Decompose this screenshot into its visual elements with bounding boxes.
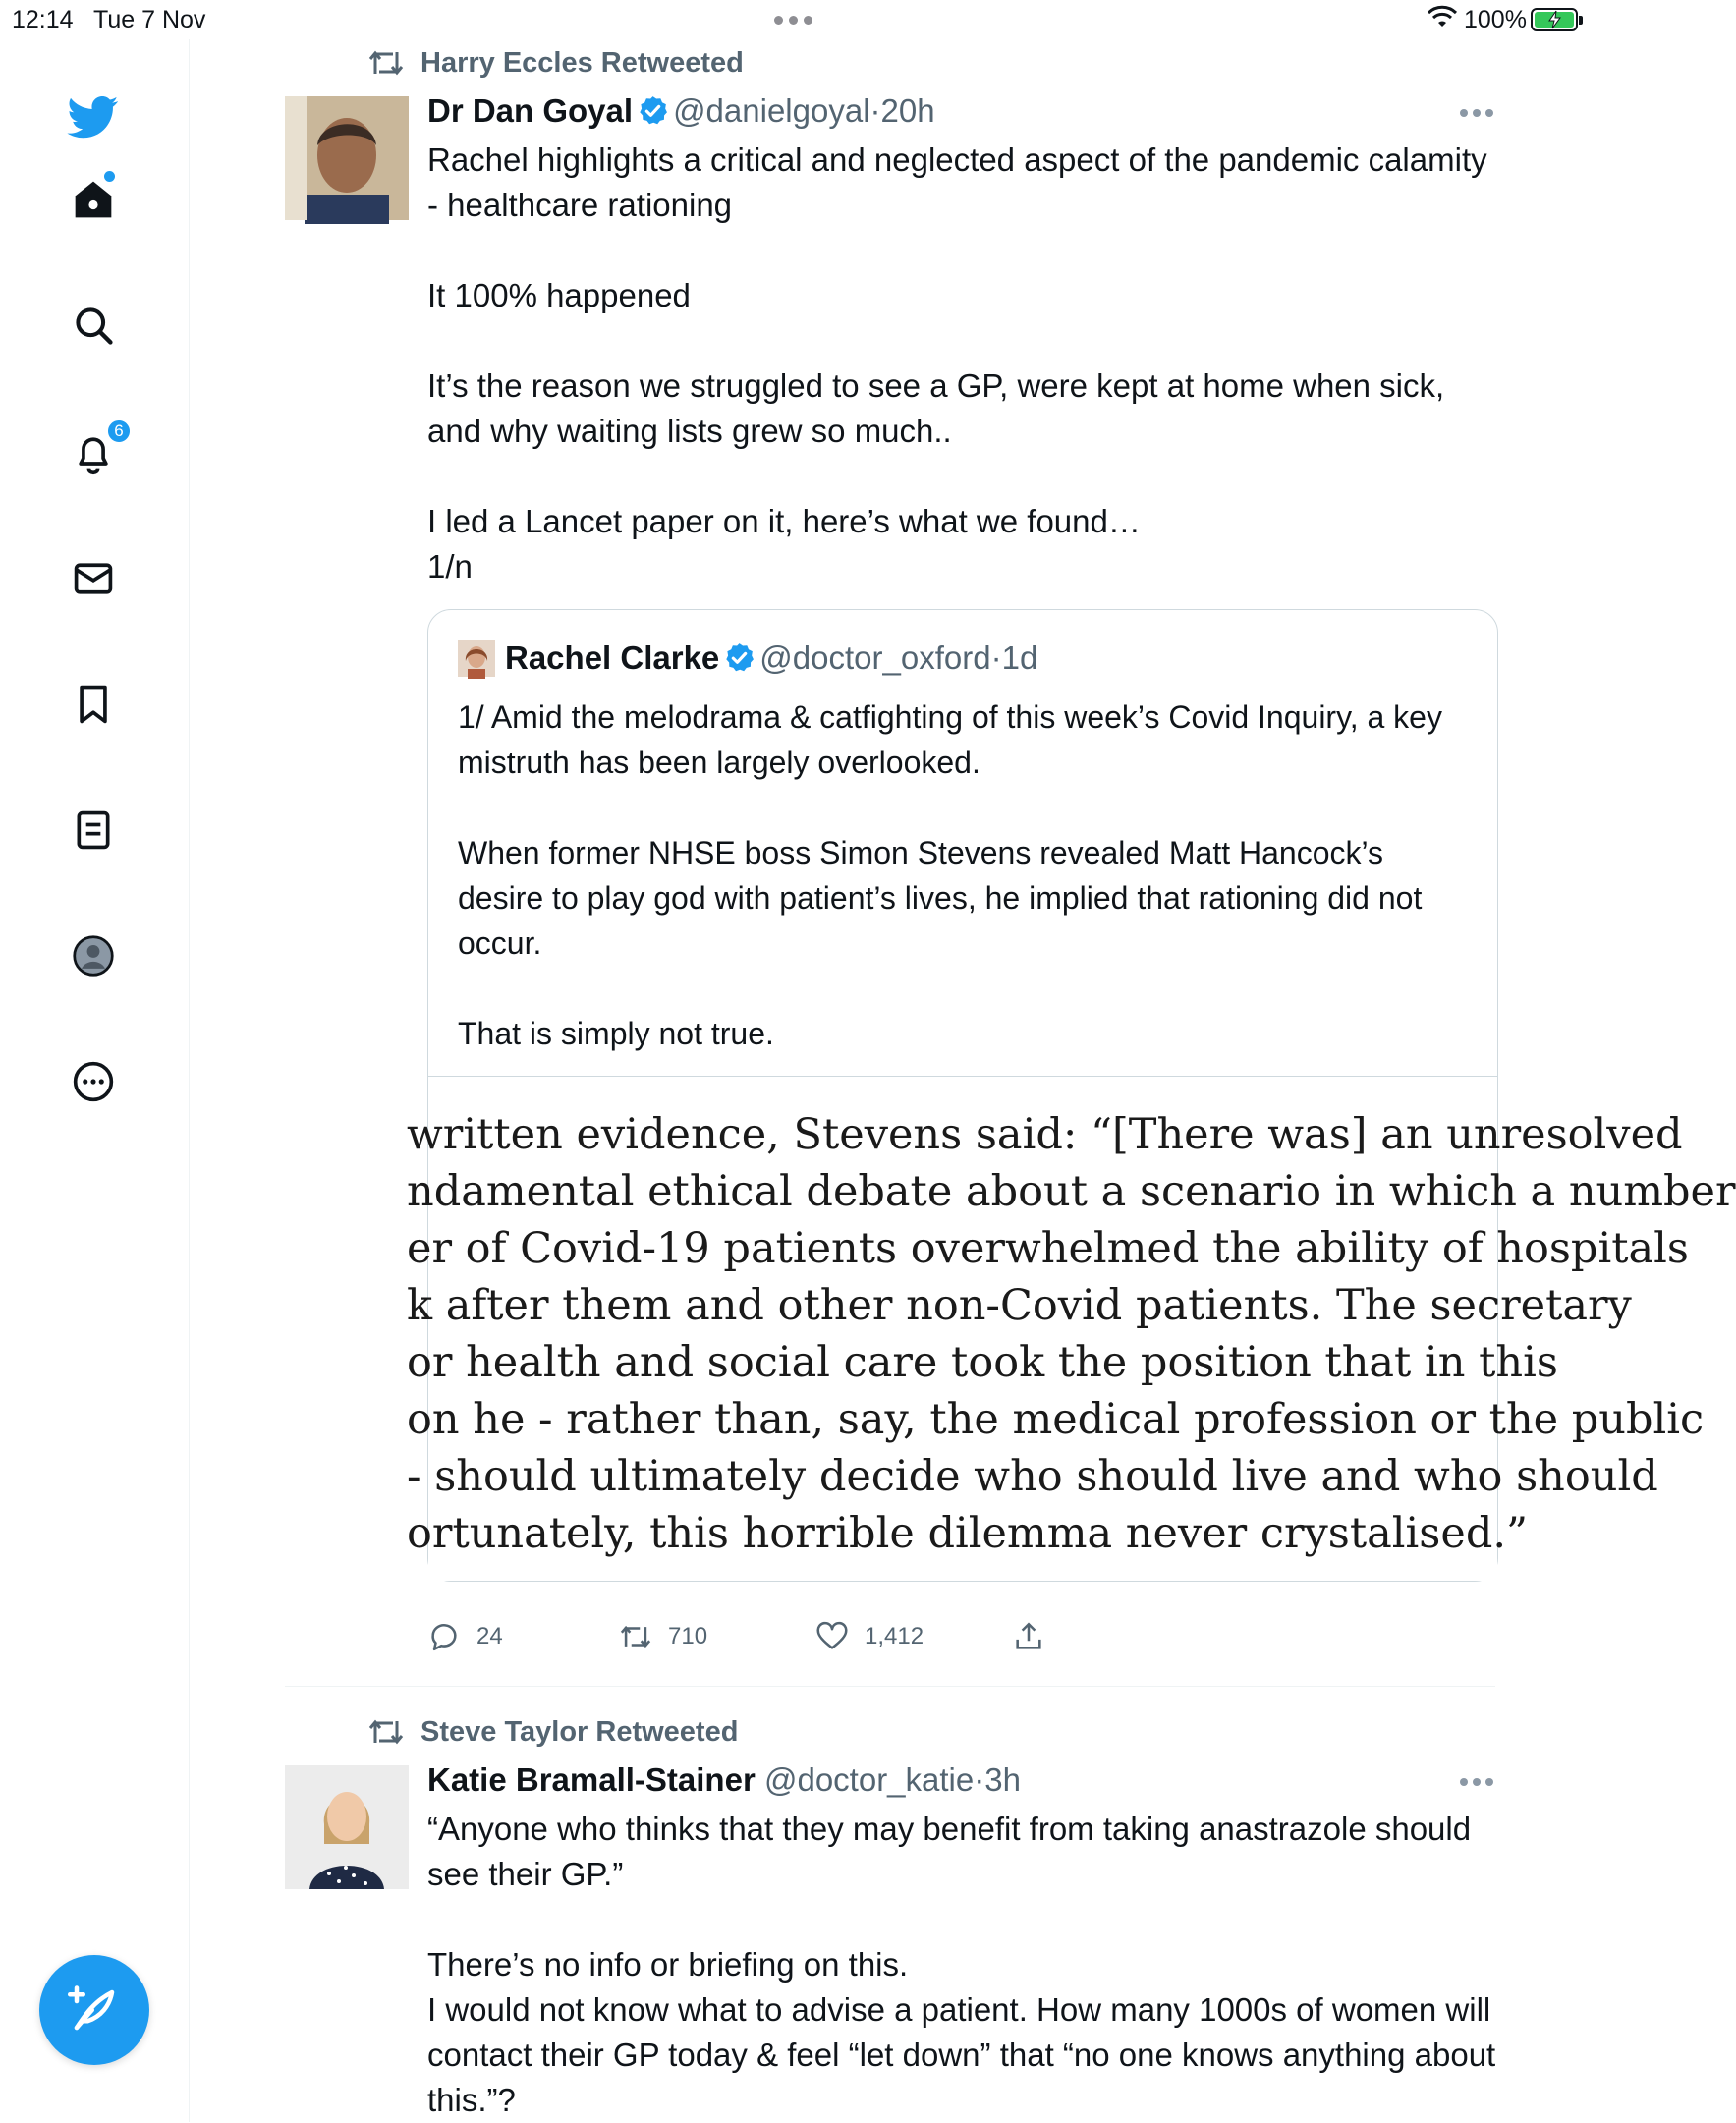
tweet-paragraph: Rachel highlights a critical and neglected aspect of the pandemic calamity - healthcare rationing: [427, 141, 1487, 223]
image-text-line: ortunately, this horrible dilemma never crystalised.”: [407, 1509, 1528, 1558]
quoted-tweet-time: 1d: [1001, 640, 1038, 676]
home-icon[interactable]: [65, 171, 122, 228]
profile-icon[interactable]: [65, 927, 122, 984]
tweet-header: [427, 92, 935, 130]
more-icon[interactable]: [65, 1053, 122, 1110]
share-button[interactable]: [1012, 1617, 1061, 1656]
retweet-button[interactable]: [619, 1617, 707, 1656]
more-options-icon[interactable]: [1460, 1775, 1495, 1789]
compose-feather-icon: [68, 1983, 121, 2037]
search-icon[interactable]: [65, 297, 122, 354]
separator-dot: ·: [869, 92, 881, 129]
reply-icon: [427, 1620, 461, 1653]
bookmarks-icon[interactable]: [65, 676, 122, 733]
notifications-badge: 6: [106, 419, 132, 444]
like-count: 1,412: [865, 1623, 924, 1649]
author-name[interactable]: Dr Dan Goyal: [427, 92, 634, 129]
messages-icon[interactable]: [65, 550, 122, 607]
sidebar: [0, 39, 190, 2122]
image-text-line: - should ultimately decide who should live and who should: [407, 1452, 1658, 1501]
tweet-divider: [285, 1686, 1495, 1687]
wifi-icon: [1428, 6, 1457, 29]
tweet-paragraph: It’s the reason we struggled to see a GP, were kept at home when sick, and why waiting lists grew so much..: [427, 367, 1445, 449]
tweet-paragraph: It 100% happened: [427, 277, 691, 313]
status-date: Tue 7 Nov: [93, 6, 206, 33]
notifications-icon[interactable]: [65, 421, 124, 481]
twitter-logo-icon[interactable]: [65, 88, 122, 145]
share-icon: [1012, 1620, 1045, 1653]
tweet-paragraph: 1/n: [427, 548, 473, 585]
quoted-paragraph: That is simply not true.: [458, 1016, 774, 1051]
quoted-author-name: Rachel Clarke: [505, 640, 720, 676]
compose-tweet-button[interactable]: [39, 1955, 149, 2065]
lists-icon[interactable]: [65, 802, 122, 859]
tweet-time[interactable]: 3h: [984, 1761, 1021, 1798]
reply-button[interactable]: [427, 1617, 503, 1656]
battery-percent: 100%: [1464, 6, 1527, 33]
author-handle[interactable]: @doctor_katie: [763, 1761, 975, 1798]
retweeted-by-label: Harry Eccles Retweeted: [420, 46, 744, 79]
multitasking-dots-icon[interactable]: [774, 10, 819, 29]
quoted-author-handle: @doctor_oxford: [759, 640, 991, 676]
tweet-paragraph: I led a Lancet paper on it, here’s what we found…: [427, 503, 1141, 539]
quoted-paragraph: When former NHSE boss Simon Stevens revealed Matt Hancock’s desire to play god with patient’s lives, he implied that rationing did not occur.: [458, 835, 1423, 961]
image-text-line: er of Covid-19 patients overwhelmed the ability of hospitals: [407, 1224, 1689, 1273]
tweet-paragraph: “Anyone who thinks that they may benefit from taking anastrazole should see their GP.”: [427, 1811, 1472, 1892]
quoted-paragraph: 1/ Amid the melodrama & catfighting of this week’s Covid Inquiry, a key mistruth has been largely overlooked.: [458, 699, 1442, 780]
avatar[interactable]: [285, 96, 409, 220]
battery-icon: [1531, 8, 1578, 31]
heart-icon: [815, 1620, 849, 1653]
reply-count: 24: [476, 1623, 503, 1649]
image-text-line: ndamental ethical debate about a scenario in which a number: [407, 1167, 1736, 1216]
like-button[interactable]: [815, 1617, 924, 1656]
status-bar: [0, 0, 1592, 39]
retweet-icon: [619, 1620, 652, 1653]
retweet-context: [367, 43, 744, 83]
separator-dot: ·: [990, 640, 1002, 676]
retweet-icon: [367, 48, 405, 78]
tweet-actions: [427, 1617, 1498, 1656]
tweet-paragraph: I would not know what to advise a patient. How many 1000s of women will contact their GP today & feel “let down” that “no one knows anything about this.”?: [427, 1991, 1496, 2118]
author-name[interactable]: Katie Bramall-Stainer: [427, 1761, 756, 1798]
tweet-time[interactable]: 20h: [880, 92, 935, 129]
separator-dot: ·: [974, 1761, 985, 1798]
retweeted-by-label: Steve Taylor Retweeted: [420, 1715, 739, 1748]
tweet-text: [427, 138, 1498, 589]
quoted-text-image[interactable]: [407, 1076, 1736, 1581]
more-options-icon[interactable]: [1460, 106, 1495, 120]
retweet-context: [367, 1712, 738, 1752]
image-text-line: on he - rather than, say, the medical profession or the public: [407, 1395, 1705, 1444]
tweet-text: [427, 1807, 1498, 2123]
status-time: 12:14: [12, 6, 74, 33]
image-text-line: or health and social care took the position that in this: [407, 1338, 1558, 1387]
quoted-tweet-text: [458, 695, 1460, 1056]
tweet-paragraph: There’s no info or briefing on this.: [427, 1946, 909, 1983]
quoted-tweet-header: [458, 640, 1037, 677]
verified-badge-icon: [723, 642, 756, 674]
retweet-icon: [367, 1717, 405, 1747]
avatar[interactable]: [285, 1765, 409, 1889]
quoted-tweet[interactable]: [407, 609, 1736, 1582]
retweet-count: 710: [668, 1623, 708, 1649]
author-handle[interactable]: @danielgoyal: [673, 92, 870, 129]
image-text-line: k after them and other non-Covid patients. The secretary: [407, 1281, 1632, 1330]
quoted-avatar: [458, 640, 495, 677]
home-unread-dot: [104, 171, 115, 182]
verified-badge-icon: [637, 94, 669, 127]
image-text-line: written evidence, Stevens said: “[There was] an unresolved: [407, 1110, 1683, 1159]
tweet-header: [427, 1761, 1021, 1799]
